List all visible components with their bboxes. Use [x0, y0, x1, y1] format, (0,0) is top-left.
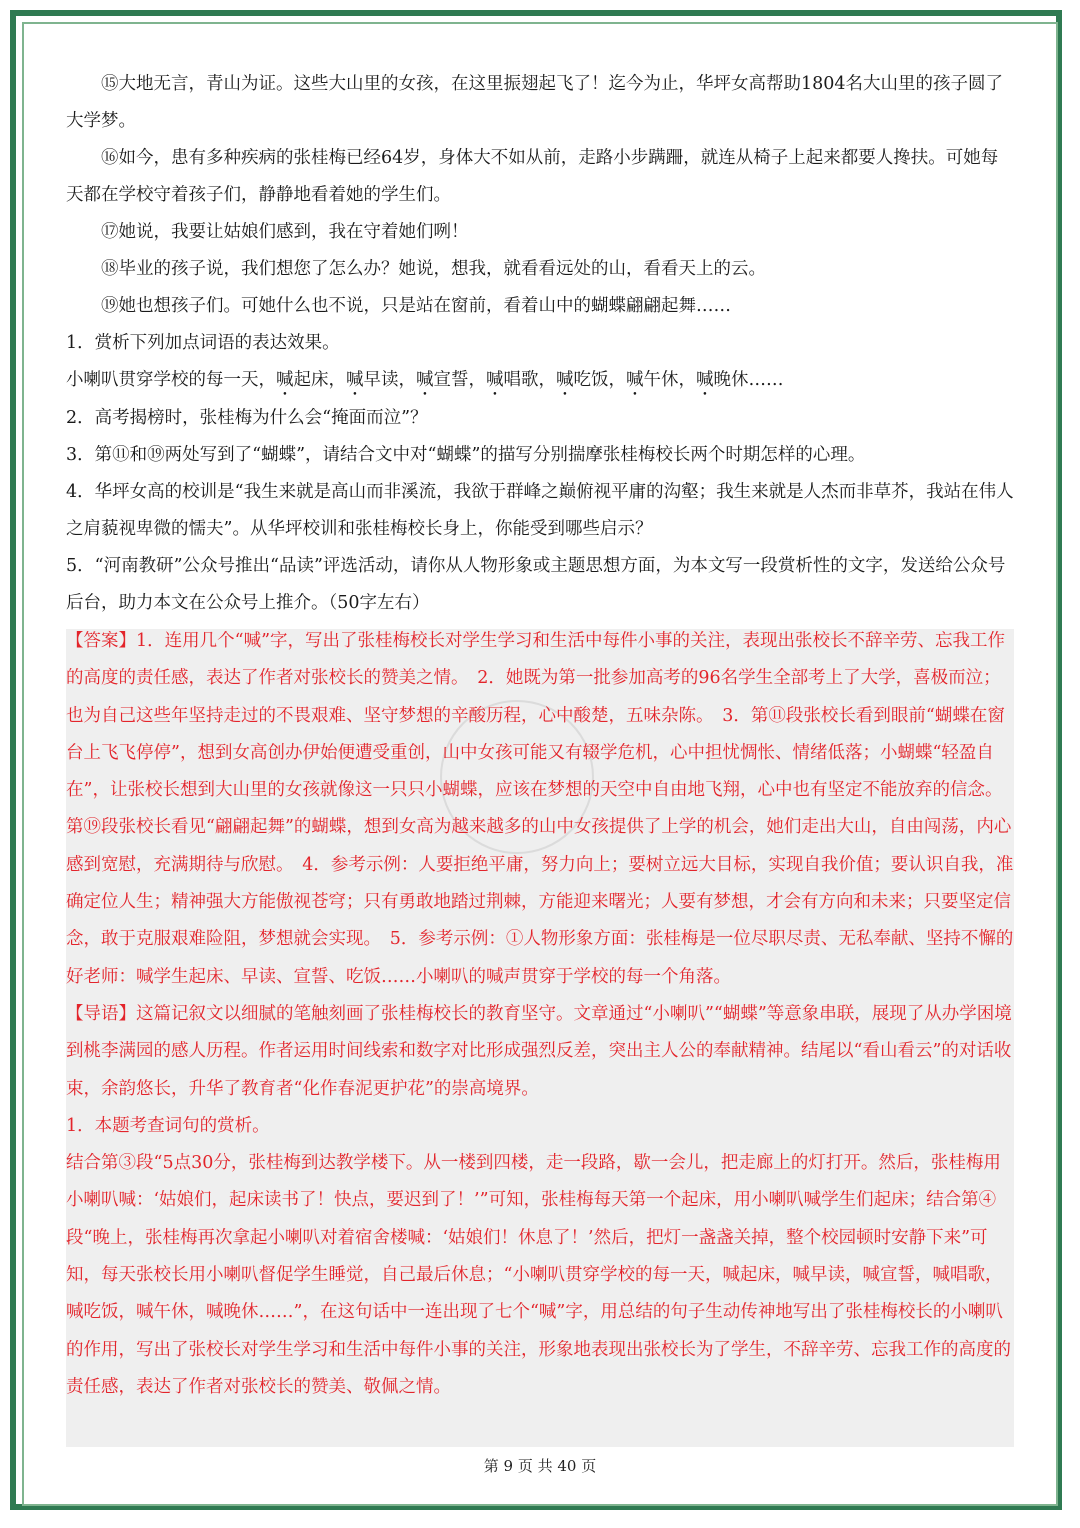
analysis-q1-detail: 结合第③段“5点30分，张桂梅到达教学楼下。从一楼到四楼，走一段路，歇一会儿，把走廊上的灯打开。然后，张桂梅用小喇叭喊：‘姑娘们，起床读书了！快点，要迟到了！’”可知，张桂梅每天第一个起床，用小喇叭喊学生们起床；结合第④段“晚上，张桂梅再次拿起小喇叭对着宿舍楼喊：‘姑娘们！休息了！’然后，把灯一盏盏关掉，整个校园顿时安静下来”可知，每天张校长用小喇叭督促学生睡觉，自己最后休息；“小喇叭贯穿学校的每一天，喊起床，喊早读，喊宣誓，喊唱歌，喊吃饭，喊午休，喊晚休……”，在这句话中一连出现了七个“喊”字，用总结的句子生动传神地写出了张桂梅校长的小喇叭的作用，写出了张校长对学生学习和生活中每件小事的关注，形象地表现出张校长为了学生，不辞辛劳、忘我工作的高度的责任感，表达了作者对张校长的赞美、敬佩之情。: [66, 1153, 1011, 1397]
question-5: 5．“河南教研”公众号推出“品读”评选活动，请你从人物形象或主题思想方面，为本文写一段赏析性的文字，发送给公众号后台，助力本文在公众号上推介。（50字左右）: [66, 556, 1006, 613]
question-1: 1．赏析下列加点词语的表达效果。: [66, 333, 340, 353]
page-number: 第 9 页 共 40 页: [483, 1457, 597, 1475]
answer-section: [66, 623, 1014, 1406]
answer-text: 【答案】1．连用几个“喊”字，写出了张桂梅校长对学生学习和生活中每件小事的关注，表现出张校长不辞辛劳、忘我工作的高度的责任感，表达了作者对张校长的赞美之情。 2．她既为第一批参加高考的96名学生全部考上了大学，喜极而泣；也为自己这些年坚持走过的不畏艰难、坚守梦想的辛酸历程，心中酸楚，五味杂陈。 3．第⑪段张校长看到眼前“蝴蝶在窗台上飞飞停停”，想到女高创办伊始便遭受重创，山中女孩可能又有辍学危机，心中担忧惆怅、情绪低落；小蝴蝶“轻盈自在”，让张校长想到大山里的女孩就像这一只只小蝴蝶，应该在梦想的天空中自由地飞翔，心中也有坚定不能放弃的信念。第⑲段张校长看见“翩翩起舞”的蝴蝶，想到女高为越来越多的山中女孩提供了上学的机会，她们走出大山，自由闯荡，内心感到宽慰，充满期待与欣慰。 4．参考示例：人要拒绝平庸，努力向上；要树立远大目标，实现自我价值；要认识自我，准确定位人生；精神强大方能傲视苍穹；只有勇敢地踏过荆棘，方能迎来曙光；人要有梦想，才会有方向和未来；只要坚定信念，敢于克服艰难险阻，梦想就会实现。 5．参考示例：①人物形象方面：张桂梅是一位尽职尽责、无私奉献、坚持不懈的好老师：喊学生起床、早读、宣誓、吃饭……小喇叭的喊声贯穿于学校的每一个角落。: [66, 631, 1014, 987]
question-1-sentence: 小喇叭贯穿学校的每一天，喊起床，喊早读，喊宣誓，喊唱歌，喊吃饭，喊午休，喊晚休……: [66, 370, 784, 390]
analysis-q1-heading: 1．本题考查词句的赏析。: [66, 1115, 270, 1136]
paragraph-17: ⑰她说，我要让姑娘们感到，我在守着她们咧！: [101, 222, 469, 242]
paragraph-18: ⑱毕业的孩子说，我们想您了怎么办？她说，想我，就看看远处的山，看看天上的云。: [101, 259, 766, 279]
question-3: 3．第⑪和⑲两处写到了“蝴蝶”，请结合文中对“蝴蝶”的描写分别揣摩张桂梅校长两个时期怎样的心理。: [66, 445, 866, 465]
paragraph-15: ⑮大地无言，青山为证。这些大山里的女孩，在这里振翅起飞了！迄今为止，华坪女高帮助1804名大山里的孩子圆了大学梦。: [66, 74, 1004, 131]
guide-text: 【导语】这篇记叙文以细腻的笔触刻画了张桂梅校长的教育坚守。文章通过“小喇叭”“蝴蝶”等意象串联，展现了从办学困境到桃李满园的感人历程。作者运用时间线索和数字对比形成强烈反差，突出主人公的奉献精神。结尾以“看山看云”的对话收束，余韵悠长，升华了教育者“化作春泥更护花”的崇高境界。: [66, 1003, 1012, 1099]
paragraph-16: ⑯如今，患有多种疾病的张桂梅已经64岁，身体大不如从前，走路小步蹒跚，就连从椅子上起来都要人搀扶。可她每天都在学校守着孩子们，静静地看着她的学生们。: [66, 148, 999, 205]
paragraph-19: ⑲她也想孩子们。可她什么也不说，只是站在窗前，看着山中的蝴蝶翩翩起舞……: [101, 296, 731, 316]
passage-and-questions: [66, 66, 1014, 622]
question-2: 2．高考揭榜时，张桂梅为什么会“掩面而泣”？: [66, 408, 428, 428]
question-4: 4．华坪女高的校训是“我生来就是高山而非溪流，我欲于群峰之巅俯视平庸的沟壑；我生来就是人杰而非草芥，我站在伟人之肩藐视卑微的懦夫”。从华坪校训和张桂梅校长身上，你能受到哪些启示？: [66, 482, 1014, 539]
